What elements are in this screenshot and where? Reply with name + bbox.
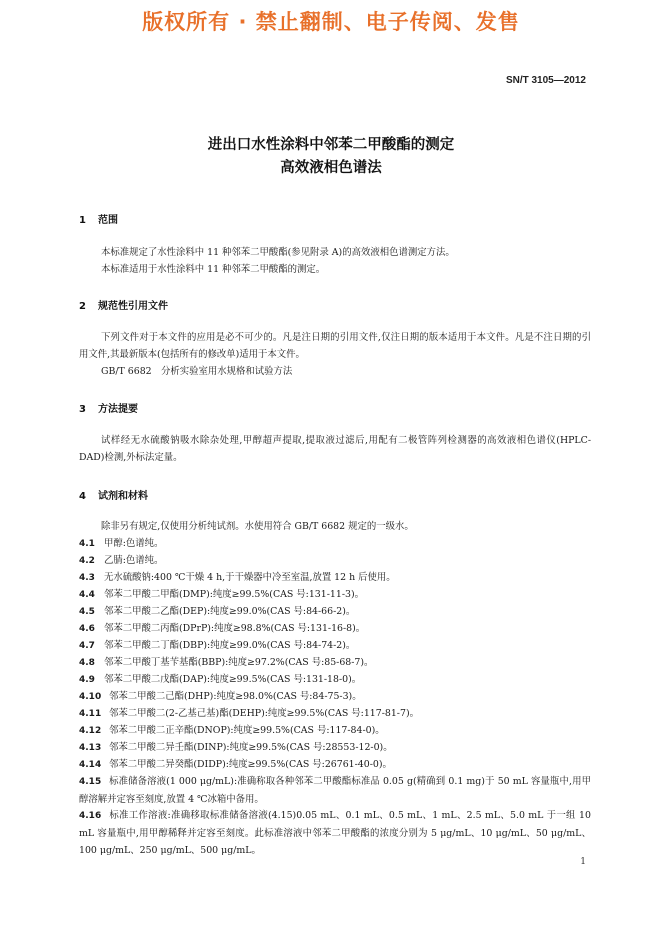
- section-2-paragraph-1: 下列文件对于本文件的应用是必不可少的。凡是注日期的引用文件,仅注日期的版本适用于本文件。凡是不注日期的引用文件,其最新版本(包括所有的修改单)适用于本文件。: [79, 332, 591, 361]
- section-number: 2: [79, 301, 86, 312]
- item-text: 邻苯二甲酸二异壬酯(DINP):纯度≥99.5%(CAS 号:28553-12-0)。: [109, 742, 393, 753]
- list-item: [79, 603, 591, 621]
- section-number: 4: [79, 491, 86, 502]
- list-item: [79, 654, 591, 672]
- normative-reference: GB/T 6682 分析实验室用水规格和试验方法: [101, 366, 293, 377]
- item-text: 邻苯二甲酸二丁酯(DBP):纯度≥99.0%(CAS 号:84-74-2)。: [104, 640, 356, 651]
- item-text: 邻苯二甲酸丁基苄基酯(BBP):纯度≥97.2%(CAS 号:85-68-7)。: [104, 657, 374, 668]
- item-text: 标准工作溶液:准确移取标准储备溶液(4.15)0.05 mL、0.1 mL、0.5 mL、1 mL、2.5 mL、5.0 mL 于一组 10 mL 容量瓶中,用甲醇稀释并定容至刻度。此标准溶液中邻苯二甲酸酯的浓度分别为 5 μg/mL、10 μg/mL、50 μg/mL、100 μg/mL、250 μg/mL、500 μg/mL。: [79, 810, 591, 857]
- item-number: 4.12: [79, 726, 102, 736]
- list-item: [79, 552, 591, 570]
- title-line-2: 高效液相色谱法: [280, 160, 382, 176]
- item-text: 邻苯二甲酸二丙酯(DPrP):纯度≥98.8%(CAS 号:131-16-8)。: [104, 623, 366, 634]
- item-number: 4.5: [79, 607, 95, 617]
- standard-number: SN/T 3105—2012: [505, 75, 586, 86]
- item-text: 邻苯二甲酸二己酯(DHP):纯度≥98.0%(CAS 号:84-75-3)。: [109, 691, 362, 702]
- section-4-intro: 除非另有规定,仅使用分析纯试剂。水使用符合 GB/T 6682 规定的一级水。: [101, 521, 414, 532]
- list-item: [79, 569, 591, 587]
- list-item: [79, 739, 591, 757]
- item-text: 甲醇:色谱纯。: [104, 538, 164, 549]
- item-number: 4.6: [79, 624, 95, 634]
- section-1-paragraph-2: 本标准适用于水性涂料中 11 种邻苯二甲酸酯的测定。: [101, 264, 326, 275]
- section-title: 范围: [98, 215, 118, 226]
- list-item: [79, 535, 591, 553]
- item-number: 4.13: [79, 743, 102, 753]
- section-number: 1: [79, 215, 86, 226]
- item-number: 4.15: [79, 777, 102, 787]
- list-item: [79, 620, 591, 638]
- item-text: 标准储备溶液(1 000 μg/mL):准确称取各种邻苯二甲酸酯标准品 0.05 g(精确到 0.1 mg)于 50 mL 容量瓶中,用甲醇溶解并定容至刻度,放置 4 ℃冰箱中备用。: [79, 776, 591, 806]
- item-text: 邻苯二甲酸二正辛酯(DNOP):纯度≥99.5%(CAS 号:117-84-0)。: [109, 725, 385, 736]
- item-number: 4.10: [79, 692, 102, 702]
- item-text: 邻苯二甲酸二甲酯(DMP):纯度≥99.5%(CAS 号:131-11-3)。: [104, 589, 364, 600]
- list-item: [79, 722, 591, 740]
- section-3-heading: [79, 400, 138, 415]
- list-item: [79, 586, 591, 604]
- document-title: [0, 134, 662, 180]
- section-3-paragraph-1: 试样经无水硫酸钠吸水除杂处理,甲醇超声提取,提取液过滤后,用配有二极管阵列检测器的高效液相色谱仪(HPLC-DAD)检测,外标法定量。: [79, 435, 591, 464]
- item-text: 邻苯二甲酸二(2-乙基己基)酯(DEHP):纯度≥99.5%(CAS 号:117-81-7)。: [109, 708, 419, 719]
- item-text: 邻苯二甲酸二乙酯(DEP):纯度≥99.0%(CAS 号:84-66-2)。: [104, 606, 356, 617]
- item-number: 4.4: [79, 590, 95, 600]
- item-number: 4.3: [79, 573, 95, 583]
- item-number: 4.1: [79, 539, 95, 549]
- title-line-1: 进出口水性涂料中邻苯二甲酸酯的测定: [207, 137, 455, 153]
- section-title: 规范性引用文件: [98, 301, 168, 312]
- item-number: 4.7: [79, 641, 95, 651]
- watermark-banner: 版权所有 · 禁止翻制、电子传阅、发售: [142, 10, 520, 34]
- item-number: 4.2: [79, 556, 95, 566]
- item-number: 4.14: [79, 760, 102, 770]
- item-text: 无水硫酸钠:400 ℃干燥 4 h,于干燥器中冷至室温,放置 12 h 后使用。: [104, 572, 396, 583]
- list-item-4-16: [79, 807, 591, 860]
- item-text: 邻苯二甲酸二异癸酯(DIDP):纯度≥99.5%(CAS 号:26761-40-0)。: [109, 759, 392, 770]
- list-item: [79, 637, 591, 655]
- list-item: [79, 756, 591, 774]
- item-text: 乙腈:色谱纯。: [104, 555, 164, 566]
- section-number: 3: [79, 404, 86, 415]
- item-number: 4.16: [79, 811, 102, 821]
- section-1-paragraph-1: 本标准规定了水性涂料中 11 种邻苯二甲酸酯(参见附录 A)的高效液相色谱测定方法。: [101, 247, 455, 258]
- list-item: [79, 705, 591, 723]
- item-number: 4.11: [79, 709, 102, 719]
- item-text: 邻苯二甲酸二戊酯(DAP):纯度≥99.5%(CAS 号:131-18-0)。: [104, 674, 362, 685]
- section-1-heading: [79, 211, 118, 226]
- section-4-heading: [79, 487, 148, 502]
- list-item: [79, 688, 591, 706]
- item-number: 4.9: [79, 675, 95, 685]
- section-title: 试剂和材料: [98, 491, 148, 502]
- section-2-heading: [79, 297, 168, 312]
- page-number: 1: [580, 857, 586, 867]
- list-item: [79, 671, 591, 689]
- item-number: 4.8: [79, 658, 95, 668]
- section-title: 方法提要: [98, 404, 138, 415]
- list-item-4-15: [79, 773, 591, 808]
